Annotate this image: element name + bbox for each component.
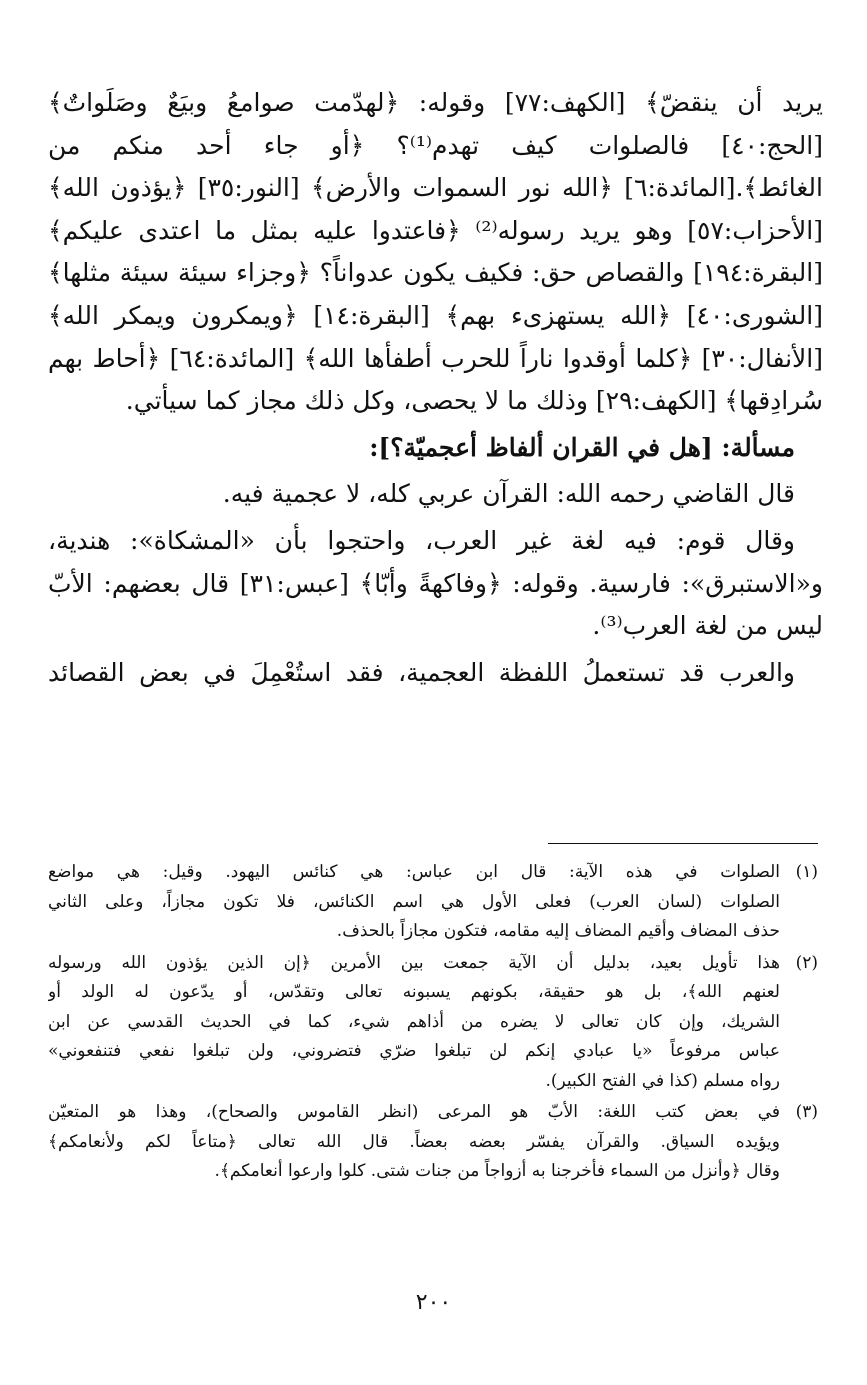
footnote-line: وقال ﴿وأنزل من السماء فأخرجنا به أزواجاً من جنات شتى. كلوا وارعوا أنعامكم﴾. bbox=[214, 1161, 780, 1181]
footnote-line: الصلوات (لسان العرب) فعلى الأول هي اسم الكنائس، فلا تكون مجازاً، وعلى الثاني bbox=[48, 891, 780, 912]
main-text bbox=[48, 82, 823, 694]
footnote-body bbox=[48, 949, 780, 1097]
footnote-line: حذف المضاف وأقيم المضاف إليه مقامه، فتكون مجازاً بالحذف. bbox=[336, 921, 780, 941]
footnote-number: (١) bbox=[795, 862, 818, 882]
footnote-number: (٢) bbox=[795, 952, 818, 973]
footnote-body bbox=[48, 858, 780, 947]
text-line: [الأحزاب:٥٧] وهو يريد رسوله⁽²⁾ ﴿فاعتدوا عليه بمثل ما اعتدى عليكم﴾ bbox=[48, 215, 823, 245]
footnote-line: الشريك، وإن كان تعالى لا يضره من أذاهم شيء، كما في الحديث القدسي عن ابن bbox=[48, 1011, 780, 1032]
footnote-1 bbox=[48, 858, 818, 947]
footnote-line: في بعض كتب اللغة: الأبّ هو المرعى (انظر القاموس والصحاح)، وهذا هو المتعيّن bbox=[48, 1102, 780, 1122]
paragraph-2: قال القاضي رحمه الله: القرآن عربي كله، لا عجمية فيه. bbox=[222, 479, 795, 509]
text-line: [الشورى:٤٠] ﴿الله يستهزىء بهم﴾ [البقرة:١٤] ﴿ويمكرون ويمكر الله﴾ bbox=[48, 300, 823, 330]
footnote-2 bbox=[48, 949, 818, 1097]
footnote-number: (٣) bbox=[795, 1102, 818, 1122]
footnote-3 bbox=[48, 1098, 818, 1187]
text-line: و«الاستبرق»: فارسية. وقوله: ﴿وفاكهةً وأبّا﴾ [عبس:٣١] قال بعضهم: الأبّ bbox=[48, 568, 823, 598]
page-number: ٢٠٠ bbox=[415, 1290, 452, 1315]
text-line: ليس من لغة العرب⁽³⁾. bbox=[592, 611, 823, 641]
paragraph-3 bbox=[48, 520, 823, 648]
text-line: [الحج:٤٠] فالصلوات كيف تهدم⁽¹⁾؟ ﴿أو جاء أحد منكم من bbox=[48, 130, 823, 160]
footnote-line: رواه مسلم (كذا في الفتح الكبير). bbox=[545, 1070, 780, 1091]
footnote-body bbox=[48, 1098, 780, 1187]
section-heading: مسألة: [هل في القران ألفاظ أعجميّة؟]: bbox=[369, 432, 795, 462]
footnote-line: عباس مرفوعاً «يا عبادي إنكم لن تبلغوا ضرّي فتضروني، ولن تبلغوا نفعي فتنفعوني» bbox=[48, 1041, 780, 1061]
text-line: وقال قوم: فيه لغة غير العرب، واحتجوا بأن «المشكاة»: هندية، bbox=[48, 525, 795, 555]
footnote-line: ويؤيده السياق. والقرآن يفسّر بعضه بعضاً. قال الله تعالى ﴿متاعاً لكم ولأنعامكم﴾ bbox=[48, 1131, 780, 1152]
text-line: [البقرة:١٩٤] والقصاص حق: فكيف يكون عدواناً؟ ﴿وجزاء سيئة سيئة مثلها﴾ bbox=[48, 258, 823, 288]
footnote-line: الصلوات في هذه الآية: قال ابن عباس: هي كنائس اليهود. وقيل: هي مواضع bbox=[48, 862, 780, 882]
text-line: يريد أن ينقضّ﴾ [الكهف:٧٧] وقوله: ﴿لهدّمت صوامعُ وبيَعٌ وصَلَواتٌ﴾ bbox=[48, 88, 823, 117]
text-line: [الأنفال:٣٠] ﴿كلما أوقدوا ناراً للحرب أطفأها الله﴾ [المائدة:٦٤] ﴿أحاط بهم bbox=[48, 343, 823, 373]
paragraph-4: والعرب قد تستعملُ اللفظة العجمية، فقد استُعْمِلَ في بعض القصائد bbox=[48, 657, 795, 687]
footnote-separator bbox=[548, 843, 818, 844]
paragraph-1 bbox=[48, 82, 823, 423]
text-line: الغائط﴾.[المائدة:٦] ﴿الله نور السموات والأرض﴾ [النور:٣٥] ﴿يؤذون الله﴾ bbox=[48, 173, 823, 203]
text-line: سُرادِقها﴾ [الكهف:٢٩] وذلك ما لا يحصى، وكل ذلك مجاز كما سيأتي. bbox=[125, 386, 823, 416]
footnote-line: هذا تأويل بعيد، بدليل أن الآية جمعت بين الأمرين ﴿إن الذين يؤذون الله ورسوله bbox=[48, 952, 780, 973]
footnote-line: لعنهم الله﴾، بل هو حقيقة، بكونهم يسبونه تعالى وتقدّس، أو يدّعون له الولد أو bbox=[48, 982, 780, 1002]
footnotes bbox=[48, 858, 818, 1189]
